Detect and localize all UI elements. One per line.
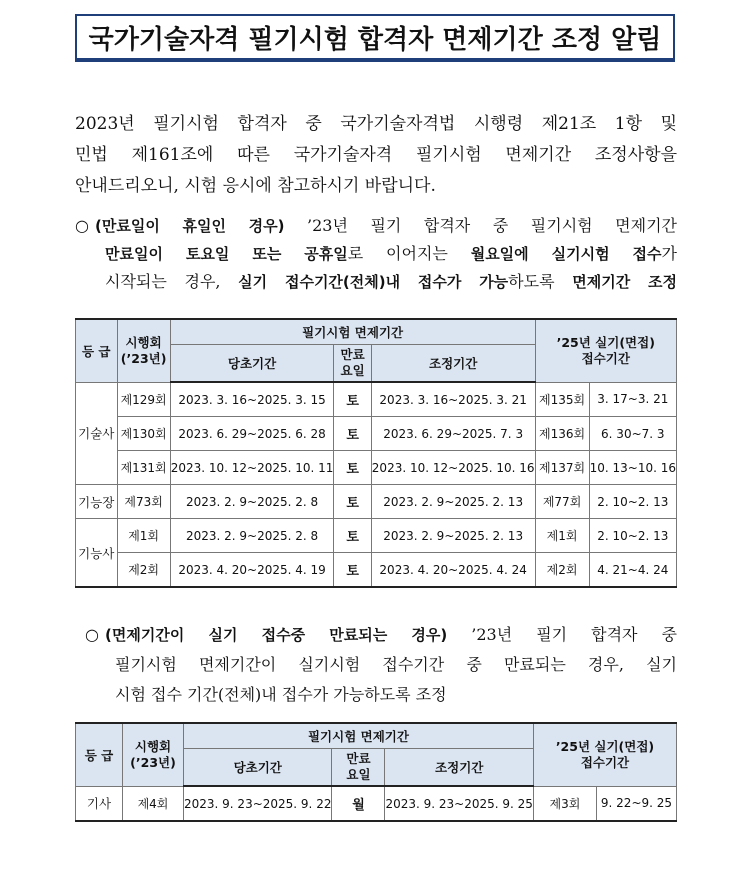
round-cell: 제1회: [117, 519, 170, 553]
adjusted-period-cell: 2023. 2. 9~2025. 2. 13: [371, 485, 535, 519]
intro-paragraph: [75, 109, 677, 202]
expiry-day-cell: 월: [332, 786, 385, 821]
section-text: 하도록: [508, 272, 573, 291]
section-heading: (면제기간이 실기 접수중 만료되는 경우): [105, 626, 448, 644]
intro-line: 2023년 필기시험 합격자 중 국가기술자격법 시행령 제21조 1항 및: [75, 114, 677, 134]
grade-cell: 기능장: [76, 485, 118, 519]
adjusted-period-cell: 2023. 2. 9~2025. 2. 13: [371, 519, 535, 553]
practical-period-cell: 9. 22~9. 25: [596, 786, 676, 821]
original-period-cell: 2023. 9. 23~2025. 9. 22: [184, 786, 332, 821]
section-line: [75, 268, 677, 296]
practical-round-cell: 제136회: [535, 417, 589, 451]
round-cell: 제4회: [123, 786, 184, 821]
section-text: ’23년 필기 합격자 중: [447, 625, 677, 644]
section-emphasis: 만료일이 토요일 또는 공휴일: [105, 245, 348, 263]
practical-round-cell: 제1회: [535, 519, 589, 553]
original-period-cell: 2023. 10. 12~2025. 10. 11: [170, 451, 334, 485]
section-expiry-during-registration: [85, 620, 677, 710]
original-period-cell: 2023. 6. 29~2025. 6. 28: [170, 417, 334, 451]
expiry-day-cell: 토: [334, 485, 371, 519]
bullet-circle-icon: ○: [85, 625, 99, 644]
round-cell: 제2회: [117, 553, 170, 588]
section-emphasis: 실기 접수기간(전체)내 접수가 가능: [238, 273, 509, 291]
original-period-cell: 2023. 4. 20~2025. 4. 19: [170, 553, 334, 588]
practical-round-cell: 제135회: [535, 382, 589, 417]
practical-round-cell: 제137회: [535, 451, 589, 485]
table-row: [76, 519, 677, 553]
round-cell: 제131회: [117, 451, 170, 485]
header-expiry-day: 만료 요일: [332, 749, 385, 787]
expiry-day-cell: 토: [334, 417, 371, 451]
table-row: [76, 382, 677, 417]
original-period-cell: 2023. 2. 9~2025. 2. 8: [170, 485, 334, 519]
original-period-cell: 2023. 2. 9~2025. 2. 8: [170, 519, 334, 553]
expiry-day-cell: 토: [334, 382, 371, 417]
header-practical-period: ’25년 실기(면접) 접수기간: [533, 723, 676, 786]
table-row: [76, 553, 677, 588]
practical-period-cell: 3. 17~3. 21: [589, 382, 676, 417]
practical-period-cell: 2. 10~2. 13: [589, 519, 676, 553]
intro-line: 민법 제161조에 따른 국가기술자격 필기시험 면제기간 조정사항을: [75, 145, 677, 165]
section-line: [75, 212, 677, 240]
section-line: 시험 접수 기간(전체)내 접수가 가능하도록 조정: [115, 685, 447, 704]
table-row: [76, 417, 677, 451]
header-adjusted-period: 조정기간: [385, 749, 533, 787]
header-original-period: 당초기간: [184, 749, 332, 787]
practical-period-cell: 10. 13~10. 16: [589, 451, 676, 485]
holiday-adjustment-table: [75, 318, 677, 588]
section-emphasis: 월요일에 실기시험 접수: [470, 245, 662, 263]
header-round: 시행회 (’23년): [123, 723, 184, 786]
expiry-day-cell: 토: [334, 519, 371, 553]
adjusted-period-cell: 2023. 6. 29~2025. 7. 3: [371, 417, 535, 451]
practical-round-cell: 제77회: [535, 485, 589, 519]
header-grade: 등 급: [76, 723, 123, 786]
practical-period-cell: 2. 10~2. 13: [589, 485, 676, 519]
section-text: 가: [661, 244, 677, 263]
header-grade: 등 급: [76, 319, 118, 382]
grade-cell: 기술사: [76, 382, 118, 485]
section-line: [75, 240, 677, 268]
section-line: [85, 620, 677, 650]
practical-round-cell: 제3회: [533, 786, 596, 821]
header-written-exemption: 필기시험 면제기간: [170, 319, 535, 345]
section-line: 필기시험 면제기간이 실기시험 접수기간 중 만료되는 경우, 실기: [115, 655, 677, 674]
section-heading: (만료일이 휴일인 경우): [95, 217, 285, 235]
expiry-day-cell: 토: [334, 451, 371, 485]
round-cell: 제73회: [117, 485, 170, 519]
original-period-cell: 2023. 3. 16~2025. 3. 15: [170, 382, 334, 417]
intro-line: 안내드리오니, 시험 응시에 참고하시기 바랍니다.: [75, 176, 436, 196]
page-title: 국가기술자격 필기시험 합격자 면제기간 조정 알림: [88, 24, 662, 55]
adjusted-period-cell: 2023. 10. 12~2025. 10. 16: [371, 451, 535, 485]
grade-cell: 기사: [76, 786, 123, 821]
header-round: 시행회 (’23년): [117, 319, 170, 382]
section-text: ’23년 필기 합격자 중 필기시험 면제기간: [284, 216, 677, 235]
bullet-circle-icon: ○: [75, 216, 89, 235]
adjusted-period-cell: 2023. 9. 23~2025. 9. 25: [385, 786, 533, 821]
table-row: [76, 786, 677, 821]
header-original-period: 당초기간: [170, 345, 334, 383]
practical-period-cell: 6. 30~7. 3: [589, 417, 676, 451]
section-emphasis: 면제기간 조정: [572, 273, 677, 291]
grade-cell: 기능사: [76, 519, 118, 588]
header-practical-period: ’25년 실기(면접) 접수기간: [535, 319, 676, 382]
adjusted-period-cell: 2023. 3. 16~2025. 3. 21: [371, 382, 535, 417]
registration-expiry-table: [75, 722, 677, 822]
section-text: 로 이어지는: [347, 244, 471, 263]
section-text: 시작되는 경우,: [105, 272, 239, 291]
round-cell: 제130회: [117, 417, 170, 451]
adjusted-period-cell: 2023. 4. 20~2025. 4. 24: [371, 553, 535, 588]
round-cell: 제129회: [117, 382, 170, 417]
header-adjusted-period: 조정기간: [371, 345, 535, 383]
section-holiday-expiry: [75, 212, 677, 296]
expiry-day-cell: 토: [334, 553, 371, 588]
header-expiry-day: 만료 요일: [334, 345, 371, 383]
practical-period-cell: 4. 21~4. 24: [589, 553, 676, 588]
table-row: [76, 451, 677, 485]
table-row: [76, 485, 677, 519]
header-written-exemption: 필기시험 면제기간: [184, 723, 534, 749]
title-box: [75, 14, 675, 62]
practical-round-cell: 제2회: [535, 553, 589, 588]
